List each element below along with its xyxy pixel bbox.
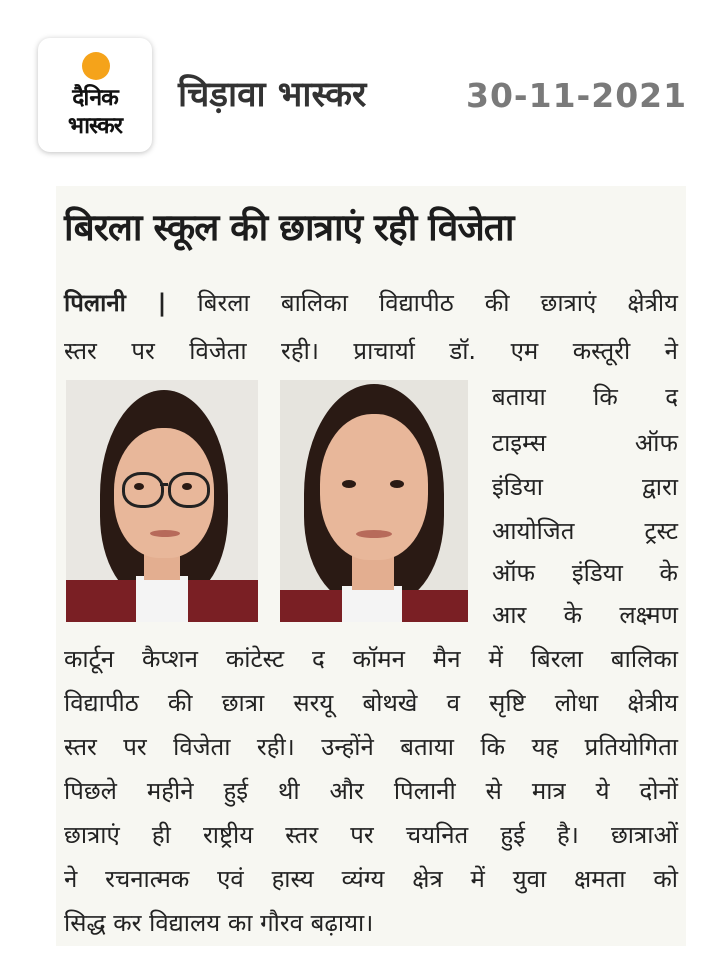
article-line: टाइम्स ऑफ bbox=[492, 429, 678, 457]
publication-date: 30-11-2021 bbox=[466, 76, 688, 115]
article-line: आर के लक्ष्मण bbox=[492, 601, 678, 629]
article-line: इंडिया द्वारा bbox=[492, 473, 678, 501]
publication-name: चिड़ावा भास्कर bbox=[178, 75, 367, 115]
article-headline: बिरला स्कूल की छात्राएं रही विजेता bbox=[64, 206, 514, 249]
article-line: कार्टून कैप्शन कांटेस्ट द कॉमन मैन में बिरला बालिका bbox=[64, 645, 678, 673]
article-line: आयोजित ट्रस्ट bbox=[492, 517, 678, 545]
article-line: ने रचनात्मक एवं हास्य व्यंग्य क्षेत्र में युवा क्षमता को bbox=[64, 865, 678, 893]
logo-text-line2: भास्कर bbox=[67, 113, 123, 139]
article-line: ऑफ इंडिया के bbox=[492, 559, 678, 587]
app-header bbox=[0, 0, 711, 170]
article-dateline: पिलानी | bbox=[64, 289, 167, 317]
article-line bbox=[64, 286, 678, 319]
article-line: छात्राएं ही राष्ट्रीय स्तर पर चयनित हुई है। छात्राओं bbox=[64, 821, 678, 849]
article-line: स्तर पर विजेता रही। प्राचार्या डॉ. एम कस्तूरी ने bbox=[64, 337, 678, 365]
article-line: बताया कि द bbox=[492, 383, 678, 411]
article-line: विद्यापीठ की छात्रा सरयू बोथखे व सृष्टि लोधा क्षेत्रीय bbox=[64, 689, 678, 717]
logo-text-line1: दैनिक bbox=[72, 85, 118, 111]
article-line: स्तर पर विजेता रही। उन्होंने बताया कि यह प्रतियोगिता bbox=[64, 733, 678, 761]
dainik-bhaskar-logo[interactable] bbox=[38, 38, 152, 152]
student-photo-1 bbox=[66, 380, 258, 622]
student-photo-2 bbox=[280, 380, 468, 622]
article-line: सिद्ध कर विद्यालय का गौरव बढ़ाया। bbox=[64, 909, 374, 937]
sun-icon bbox=[82, 52, 110, 80]
article-line-text: बिरला बालिका विद्यापीठ की छात्राएं क्षेत्रीय bbox=[197, 289, 678, 317]
article-line: पिछले महीने हुई थी और पिलानी से मात्र ये दोनों bbox=[64, 777, 678, 805]
